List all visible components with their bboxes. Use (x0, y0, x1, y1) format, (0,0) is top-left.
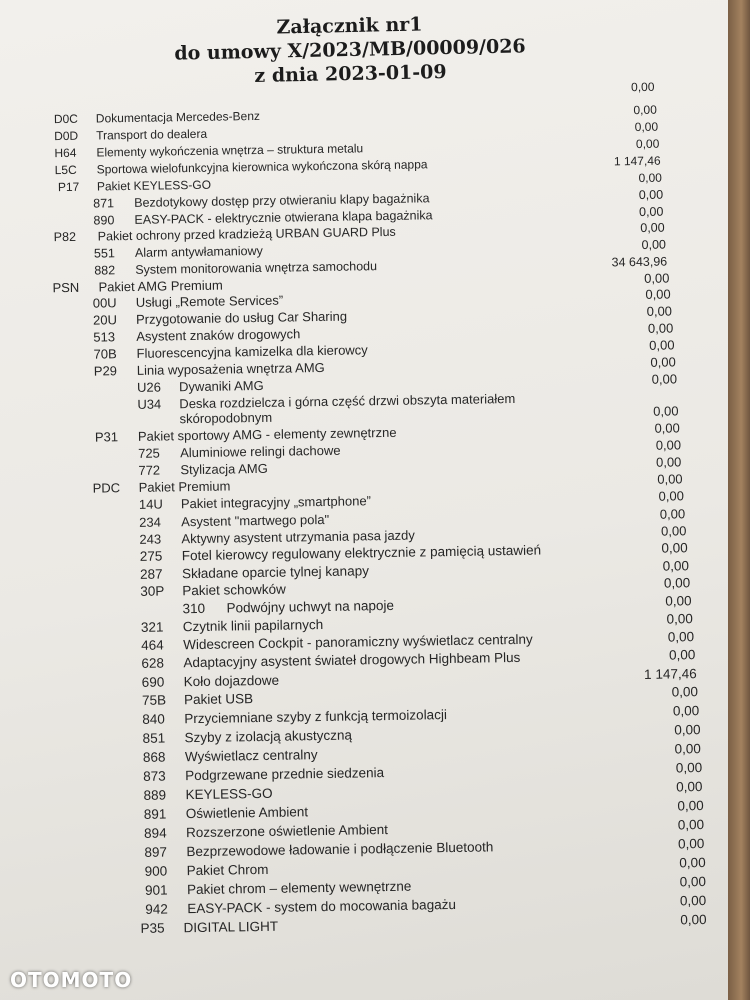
item-price: 0,00 (667, 629, 695, 645)
item-description: Rozszerzone oświetlenie Ambient (185, 822, 389, 841)
item-code: 690 (141, 674, 165, 690)
item-price: 0,00 (676, 779, 703, 795)
item-price: 0,00 (658, 488, 684, 504)
item-price: 0,00 (638, 204, 664, 219)
item-code: H64 (54, 145, 77, 161)
item-description: Stylizacja AMG (180, 460, 268, 478)
item-code: 14U (138, 496, 163, 512)
item-price: 0,00 (680, 912, 707, 928)
item-description: Usługi „Remote Services” (135, 292, 284, 310)
item-price: 0,00 (671, 684, 699, 700)
item-price: 0,00 (675, 760, 703, 776)
item-code: 889 (143, 787, 167, 803)
item-description: KEYLESS-GO (185, 785, 273, 803)
item-code: D0C (53, 111, 79, 127)
item-code: 287 (139, 566, 163, 582)
item-description: Fluorescencyjna kamizelka dla kierowcy (136, 342, 368, 361)
item-code: P31 (94, 429, 119, 445)
item-description: Dokumentacja Mercedes-Benz (95, 108, 261, 126)
item-description: Pakiet schowków (182, 581, 286, 599)
item-price: 0,00 (647, 320, 674, 336)
item-price: 0,00 (638, 187, 664, 202)
item-description: EASY-PACK - system do mocowania bagażu (187, 896, 457, 917)
item-code: 851 (142, 730, 166, 746)
item-price: 0,00 (640, 220, 665, 235)
item-description: EASY-PACK - elektrycznie otwierana klapa bagażnika (134, 208, 433, 227)
item-code: 871 (93, 196, 115, 211)
item-code: U34 (137, 396, 162, 412)
item-code: 321 (140, 619, 164, 635)
item-description: Oświetlenie Ambient (185, 804, 309, 822)
item-code: 243 (139, 531, 162, 547)
item-code: 840 (142, 711, 165, 727)
item-description: Podwójny uchwyt na napoje (226, 597, 395, 616)
item-price: 0,00 (663, 575, 691, 591)
item-price: 0,00 (660, 523, 687, 539)
item-price: 0,00 (662, 558, 690, 574)
item-code: U26 (136, 379, 162, 395)
item-price: 0,00 (635, 136, 660, 152)
item-price: 34 643,96 (611, 254, 668, 270)
item-price: 0,00 (646, 303, 673, 319)
item-price: 0,00 (655, 437, 682, 453)
item-description: Szyby z izolacją akustyczną (184, 727, 353, 746)
item-code: L5C (54, 162, 77, 178)
item-description: Bezdotykowy dostęp przy otwieraniu klapy bagażnika (134, 191, 430, 210)
item-code: 882 (94, 263, 116, 278)
item-code: 725 (138, 445, 160, 461)
header-title: Załącznik nr1 (276, 13, 423, 39)
item-description: Adaptacyjny asystent świateł drogowych Highbeam Plus (183, 649, 521, 671)
item-price: 0,00 (651, 371, 678, 387)
item-price: 0,00 (650, 354, 676, 370)
item-description: Pakiet Premium (138, 478, 231, 495)
item-description: Składane oparcie tylnej kanapy (181, 563, 370, 582)
item-price: 0,00 (674, 722, 701, 738)
item-code: 900 (144, 863, 168, 879)
item-description: Pakiet chrom – elementy wewnętrzne (186, 878, 412, 898)
item-description: Aktywny asystent utrzymania pasa jazdy (181, 527, 415, 547)
item-price: 0,00 (649, 337, 675, 353)
item-price: 0,00 (668, 647, 696, 663)
item-code: D0D (54, 128, 79, 144)
item-code: 30P (140, 583, 165, 599)
item-price: 0,00 (677, 817, 705, 833)
item-price: 0,00 (641, 237, 667, 252)
item-code: 75B (141, 692, 167, 708)
item-code: P35 (140, 920, 165, 936)
item-description: Pakiet Chrom (186, 861, 269, 879)
item-price: 0,00 (674, 741, 701, 757)
item-price: 0,00 (633, 102, 657, 118)
item-price: 0,00 (661, 540, 688, 556)
item-price: 0,00 (638, 170, 662, 185)
item-price: 1 147,46 (643, 666, 697, 682)
item-code: 873 (143, 768, 166, 784)
item-code: 890 (93, 213, 115, 228)
item-code: 897 (144, 844, 168, 860)
item-description: Linia wyposażenia wnętrza AMG (136, 359, 325, 378)
item-price: 0,00 (679, 855, 706, 871)
item-description: Pakiet ochrony przed kradzieżą URBAN GUARD Plus (97, 224, 396, 244)
item-description: Aluminiowe relingi dachowe (180, 442, 341, 461)
item-code: 901 (144, 882, 168, 898)
item-description: DIGITAL LIGHT (183, 918, 279, 936)
item-price: 0,00 (653, 403, 679, 419)
item-code: P17 (57, 179, 80, 195)
item-description: Pakiet KEYLESS-GO (96, 177, 212, 194)
item-code: P82 (53, 229, 77, 245)
item-code: 275 (139, 548, 163, 564)
item-description: Koło dojazdowe (183, 672, 280, 690)
item-description: Bezprzewodowe ładowanie i podłączenie Bluetooth (186, 839, 494, 860)
item-code: 868 (142, 749, 166, 765)
item-code: 70B (93, 346, 117, 362)
item-description: skóropodobnym (179, 409, 273, 427)
item-code: PSN (52, 279, 80, 296)
item-price: 0,00 (666, 611, 693, 627)
header-contract: do umowy X/2023/MB/00009/026 (174, 35, 526, 65)
top-value: 0,00 (630, 79, 655, 95)
item-description: Czytnik linii papilarnych (182, 617, 324, 635)
item-price: 0,00 (645, 286, 671, 302)
item-price: 1 147,46 (613, 153, 661, 169)
item-description: Alarm antywłamaniowy (134, 243, 263, 260)
item-description: Fotel kierowcy regulowany elektrycznie z pamięcią ustawień (181, 542, 542, 564)
item-price: 0,00 (665, 593, 692, 609)
item-price: 0,00 (654, 420, 680, 436)
item-description: Przyciemniane szyby z funkcją termoizolacji (184, 707, 447, 727)
item-code: 894 (143, 825, 167, 841)
item-code: 772 (138, 462, 161, 478)
item-code: 513 (93, 329, 116, 345)
item-code: 234 (139, 514, 162, 530)
item-description: Przygotowanie do usług Car Sharing (135, 308, 348, 327)
item-price: 0,00 (679, 874, 707, 890)
item-code: 891 (143, 806, 167, 822)
item-code: 551 (93, 246, 115, 261)
header-date: z dnia 2023-01-09 (254, 60, 447, 88)
item-description: Wyświetlacz centralny (184, 747, 318, 765)
item-price: 0,00 (657, 471, 683, 487)
item-code: 00U (92, 295, 117, 311)
item-description: Pakiet integracyjny „smartphone” (180, 493, 372, 512)
item-price: 0,00 (679, 893, 707, 909)
item-description: System monitorowania wnętrza samochodu (135, 259, 378, 277)
item-description: Dywaniki AMG (178, 377, 264, 395)
item-description: Pakiet sportowy AMG - elementy zewnętrzne (137, 424, 397, 444)
watermark-logo: OTOMOTO (10, 968, 133, 992)
item-code: 942 (145, 901, 168, 917)
item-description: Elementy wykończenia wnętrza – struktura metalu (96, 141, 364, 160)
item-description: Pakiet AMG Premium (98, 277, 223, 295)
item-code: 20U (92, 312, 118, 328)
item-description: Pakiet USB (183, 691, 254, 708)
item-description: Deska rozdzielcza i górna część drzwi obszyta materiałem (179, 390, 516, 412)
item-description: Asystent "martwego pola" (181, 511, 330, 530)
item-code: 464 (141, 637, 164, 653)
item-price: 0,00 (634, 119, 659, 135)
item-price: 0,00 (677, 836, 705, 852)
item-description: Sportowa wielofunkcyjna kierownica wykończona skórą nappa (96, 157, 428, 177)
item-description: Widescreen Cockpit - panoramiczny wyświetlacz centralny (183, 631, 533, 653)
item-price: 0,00 (659, 506, 686, 522)
item-price: 0,00 (672, 703, 700, 719)
item-price: 0,00 (644, 270, 670, 286)
item-code: 628 (141, 655, 165, 671)
item-code: 310 (182, 600, 206, 617)
item-code: P29 (93, 363, 118, 379)
item-price: 0,00 (655, 454, 682, 470)
item-description: Transport do dealera (96, 126, 208, 143)
item-description: Podgrzewane przednie siedzenia (185, 765, 385, 784)
item-description: Asystent znaków drogowych (136, 326, 301, 344)
item-price: 0,00 (677, 798, 704, 814)
item-code: PDC (92, 480, 121, 496)
